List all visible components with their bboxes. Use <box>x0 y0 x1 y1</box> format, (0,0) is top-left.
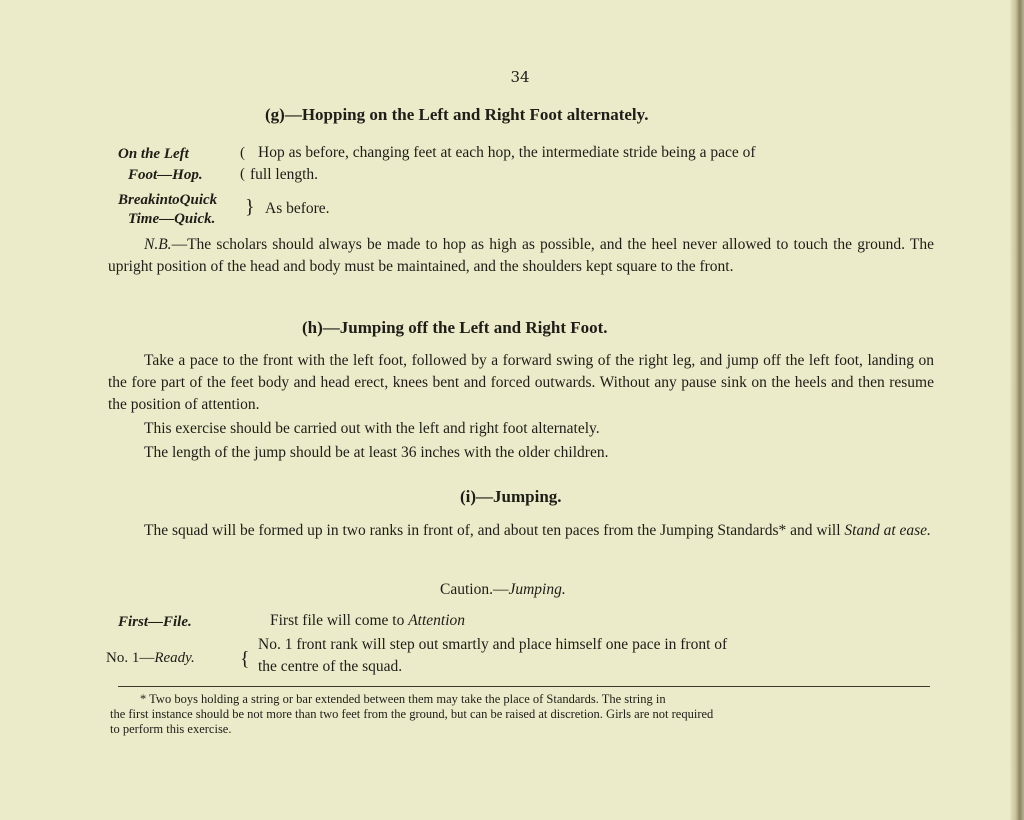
first-file-text-a: First file will come to <box>270 612 409 629</box>
footnote-rule <box>118 686 930 687</box>
page-number: 34 <box>510 68 530 86</box>
text-hop-line1: Hop as before, changing feet at each hop, the intermediate stride being a pace of <box>258 144 756 161</box>
heading-section-g: (g)—Hopping on the Left and Right Foot alternately. <box>265 105 649 124</box>
caution-label: Caution.— <box>440 581 509 598</box>
heading-section-i: (i)—Jumping. <box>460 487 562 506</box>
footnote-line-1: * Two boys holding a string or bar extended between them may take the place of Standards. The string in <box>140 692 666 706</box>
h-paragraph-3: The length of the jump should be at least 36 inches with the older children. <box>144 444 609 461</box>
brace-1: ( <box>240 145 245 161</box>
brace-2: } <box>245 196 255 218</box>
page-edge <box>1010 0 1024 820</box>
brace-1b: ( <box>240 166 245 182</box>
no1-label-a: No. 1— <box>106 650 155 666</box>
nb-text: —The scholars should always be made to hop as high as possible, and the heel never allowed to touch the ground. The upright position of the head and body must be maintained, and the shoulders kept square to the front. <box>108 236 934 275</box>
footnote-line-2: the first instance should be not more than two feet from the ground, but can be raised at discretion. Girls are not required <box>110 707 714 721</box>
label-first-file: First—File. <box>118 614 192 630</box>
label-foot-hop: Foot—Hop. <box>128 167 203 183</box>
label-no1-ready <box>106 647 195 669</box>
footnote-line-3: to perform this exercise. <box>110 722 232 736</box>
text-hop-line2: full length. <box>250 166 319 183</box>
i-para-text-a: The squad will be formed up in two ranks in front of, and about ten paces from the Jumping Standards <box>144 522 779 539</box>
h-paragraph-2: This exercise should be carried out with the left and right foot alternately. <box>144 420 600 437</box>
no1-text-line1: No. 1 front rank will step out smartly and place himself one pace in front of <box>258 636 728 653</box>
i-para-stand-at-ease: Stand at ease. <box>844 522 931 539</box>
caution-line <box>440 579 566 601</box>
nb-label: N.B. <box>144 236 172 253</box>
heading-section-h: (h)—Jumping off the Left and Right Foot. <box>302 318 608 337</box>
i-para-text-b: and will <box>786 522 845 539</box>
nb-paragraph <box>108 234 934 278</box>
footnote-marker: * <box>778 522 787 539</box>
first-file-attention: Attention <box>408 612 466 629</box>
label-on-the-left: On the Left <box>118 146 189 162</box>
label-break-into-quick: BreakintoQuick <box>118 192 218 208</box>
label-time-quick: Time—Quick. <box>128 211 216 227</box>
i-paragraph-1 <box>108 520 934 542</box>
text-as-before: As before. <box>265 200 330 217</box>
caution-word: Jumping. <box>508 581 566 598</box>
first-file-text <box>270 610 465 632</box>
no1-text-line2: the centre of the squad. <box>258 658 403 675</box>
brace-3: { <box>240 648 250 670</box>
h-paragraph-1: Take a pace to the front with the left foot, followed by a forward swing of the right leg, and jump off the left foot, landing on the fore part of the feet body and head erect, knees bent and forced outwards. Without any pause sink on the heels and then resume the position of attention. <box>108 352 934 413</box>
no1-label-ready: Ready. <box>154 650 195 666</box>
